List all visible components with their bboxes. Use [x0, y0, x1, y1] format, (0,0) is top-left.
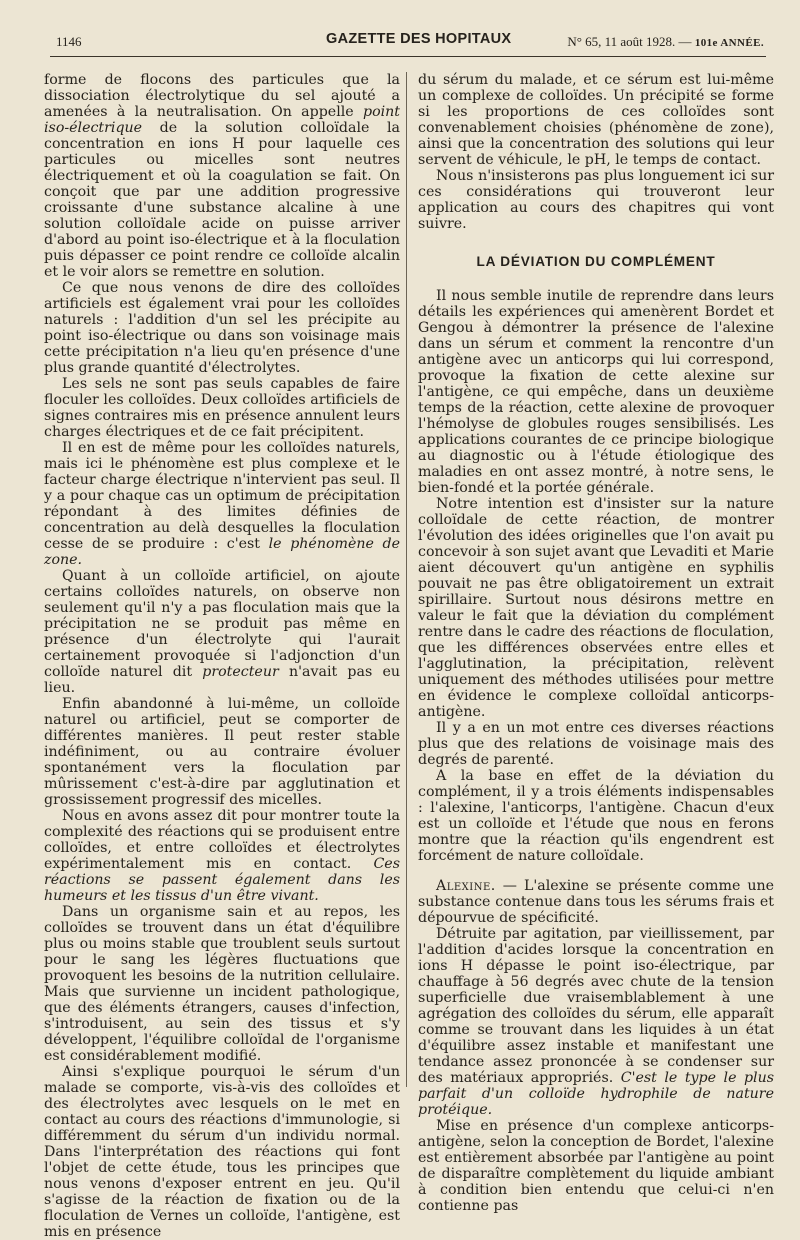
paragraph: Nous en avons assez dit pour montrer toute la complexité des réactions qui se produisent entre colloïdes, et entre colloïdes et électrolytes expérimentalement mis en contact. Ces réactions se passent également dans les humeurs et les tissus d'un être vivant.	[44, 808, 400, 904]
running-header	[56, 30, 764, 52]
paragraph: Mise en présence d'un complexe anticorps-antigène, selon la conception de Bordet, l'alexine est entièrement absorbée par l'antigène au point de disparaître complètement du liquide ambiant à condition bien entendu que celui-ci n'en contienne pas	[418, 1118, 774, 1214]
italic-term: protecteur	[202, 664, 279, 680]
paragraph: Détruite par agitation, par vieillissement, par l'addition d'acides lorsque la concentration en ions H dépasse le point iso-électrique, par chauffage à 56 degrés avec chute de la tension superficielle due vraisemblablement à une agrégation des colloïdes du sérum, elle apparaît comme se trouvant dans les liquides à un état d'équilibre assez instable et manifestant une tendance assez prononcée à se condenser sur des matériaux appropriés. C'est le type le plus parfait d'un colloïde hydrophile de nature protéique.	[418, 926, 775, 1118]
italic-sentence: Ces réactions se passent également dans les humeurs et les tissus d'un être vivant.	[44, 856, 400, 904]
paragraph: Il en est de même pour les colloïdes naturels, mais ici le phénomène est plus complexe et le facteur charge électrique n'intervient pas seul. Il y a pour chaque cas un optimum de précipitation répondant à des limites définies de concentration au delà desquelles la floculation cesse de se produire : c'est le phénomène de zone.	[44, 440, 401, 568]
paragraph: Il y a en un mot entre ces diverses réactions plus que des relations de voisinage mais des degrés de parenté.	[418, 720, 774, 768]
paragraph: forme de flocons des particules que la dissociation électrolytique du sel ajouté a amenées à la neutralisation. On appelle point iso-électrique de la solution colloïdale la concentration en ions H pour laquelle ces particules ou micelles sont neutres électriquement et où la coagulation se fait. On conçoit que par une addition progressive croissante d'une substance alcaline à une solution colloïdale acide on puisse arriver d'abord au point iso-électrique et à la floculation puis dépasser ce point rendre ce colloïde alcalin et le voir alors se remettre en solution.	[44, 72, 400, 280]
paragraph: Nous n'insisterons pas plus longuement ici sur ces considérations qui trouveront leur application au cours des chapitres qui vont suivre.	[418, 168, 774, 232]
issue-info	[567, 34, 764, 50]
paragraph: Dans un organisme sain et au repos, les colloïdes se trouvent dans un état d'équilibre plus ou moins stable que troublent seuls surtout pour le sang les légères fluctuations que provoquent les besoins de la nutrition cellulaire. Mais que survienne un incident pathologique, que des éléments étrangers, causes d'infection, s'introduisent, au sein des tissus et s'y développent, l'équilibre colloïdal de l'organisme est considérablement modifié.	[44, 904, 400, 1064]
paragraph: A la base en effet de la déviation du complément, il y a trois éléments indispensables : l'alexine, l'anticorps, l'antigène. Chacun d'eux est un colloïde et l'étude que nous en ferons montre que la réaction qu'ils engendrent est forcément de nature colloïdale.	[418, 768, 774, 864]
paragraph: Enfin abandonné à lui-même, un colloïde naturel ou artificiel, peut se comporter de différentes manières. Il peut rester stable indéfiniment, ou au contraire évoluer spontanément vers la floculation par mûrissement c'est-à-dire par agglutination et grossissement progressif des micelles.	[44, 696, 400, 808]
column-divider	[406, 72, 407, 1087]
paragraph: Quant à un colloïde artificiel, on ajoute certains colloïdes naturels, on observe non seulement qu'il n'y a pas floculation mais que la précipitation ne se produit pas même en présence d'un électrolyte qui l'aurait certainement provoquée si l'adjonction d'un colloïde naturel dit protecteur n'avait pas eu lieu.	[44, 568, 400, 696]
left-column	[44, 72, 401, 1240]
section-title: LA DÉVIATION DU COMPLÉMENT	[476, 254, 716, 269]
subsection-label: Alexine.	[436, 878, 496, 894]
paragraph: Il nous semble inutile de reprendre dans leurs détails les expériences qui amenèrent Bordet et Gengou à démontrer la présence de l'alexine dans un sérum et comment la rencontre d'un antigène avec un anticorps qui lui correspond, provoque la fixation de cette alexine sur l'antigène, ce qui empêche, dans un deuxième temps de la réaction, cette alexine de provoquer l'hémolyse de globules rouges sensibilisés. Les applications courantes de ce principe biologique au diagnostic ou à l'étude étiologique des maladies en ont assez montré, à notre sens, le bien-fondé et la portée générale.	[418, 288, 774, 496]
year-label: 101e ANNÉE.	[694, 37, 764, 49]
paragraph: du sérum du malade, et ce sérum est lui-même un complexe de colloïdes. Un précipité se forme si les proportions de ces colloïdes sont convenablement choisies (phénomène de zone), ainsi que la concentration des solutions qui leur servent de véhicule, le pH, le temps de contact.	[418, 72, 774, 168]
paragraph: Alexine. — L'alexine se présente comme une substance contenue dans tous les sérums frais et dépourvue de spécificité.	[418, 878, 774, 926]
italic-term: le phénomène de zone.	[44, 536, 401, 568]
right-column	[418, 72, 775, 1214]
paragraph: Ce que nous venons de dire des colloïdes artificiels est également vrai pour les colloïdes naturels : l'addition d'un sel les précipite au point iso-électrique ou dans son voisinage mais cette précipitation n'a lieu qu'en présence d'une plus grande quantité d'électrolytes.	[44, 280, 400, 376]
header-rule	[50, 56, 766, 57]
italic-term: point iso-électrique	[44, 104, 400, 136]
page-number: 1146	[56, 34, 82, 49]
paragraph: Notre intention est d'insister sur la nature colloïdale de cette réaction, de montrer l'évolution des idées originelles que l'on avait pu concevoir à son sujet avant que Levaditi et Marie aient découvert qu'un antigène en syphilis pouvait ne pas être obligatoirement un extrait spirillaire. Surtout nous désirons mettre en valeur le fait que la déviation du complément rentre dans le cadre des réactions de floculation, que les différences observées entre elles et l'agglutination, la précipitation, relèvent uniquement des méthodes utilisées pour mettre en évidence le complexe colloïdal anticorps-antigène.	[418, 496, 774, 720]
journal-title: GAZETTE DES HOPITAUX	[326, 31, 512, 47]
issue-date: N° 65, 11 août 1928. —	[567, 34, 692, 49]
paragraph: Ainsi s'explique pourquoi le sérum d'un malade se comporte, vis-à-vis des colloïdes et des électrolytes avec lesquels on le met en contact au cours des réactions d'immunologie, si différemment du sérum d'un individu normal. Dans l'interprétation des réactions qui font l'objet de cette étude, tous les principes que nous venons d'exposer entrent en jeu. Qu'il s'agisse de la réaction de fixation ou de la floculation de Vernes un colloïde, l'antigène, est mis en présence	[44, 1064, 400, 1240]
paragraph: Les sels ne sont pas seuls capables de faire floculer les colloïdes. Deux colloïdes artificiels de signes contraires mis en présence annulent leurs charges électriques et de ce fait précipitent.	[44, 376, 400, 440]
italic-sentence: C'est le type le plus parfait d'un colloïde hydrophile de nature protéique.	[418, 1070, 775, 1118]
